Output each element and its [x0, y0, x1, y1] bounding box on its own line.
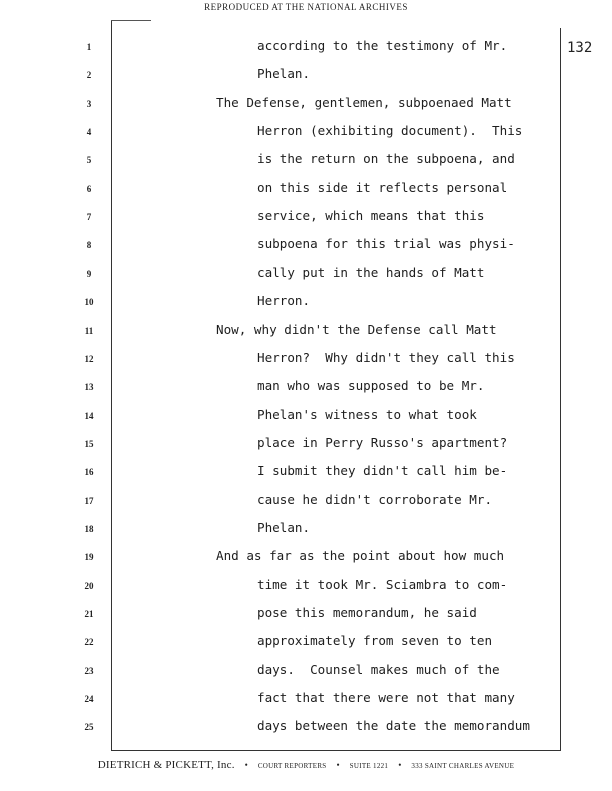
- line-number: 11: [84, 325, 94, 336]
- transcript-line: The Defense, gentlemen, subpoenaed Matt: [216, 94, 512, 110]
- transcript-line: days between the date the memorandum: [257, 718, 530, 734]
- transcript-line: pose this memorandum, he said: [257, 605, 477, 620]
- transcript-line: Herron (exhibiting document). This: [257, 123, 523, 139]
- transcript-line: subpoena for this trial was physi-: [257, 236, 515, 252]
- transcript-line: cally put in the hands of Matt: [257, 264, 485, 280]
- transcript-line: fact that there were not that many: [257, 690, 515, 706]
- page-number: 132: [567, 40, 593, 56]
- transcript-line: man who was supposed to be Mr.: [257, 378, 485, 394]
- transcript-line: place in Perry Russo's apartment?: [257, 434, 508, 450]
- transcript-line: Phelan's witness to what took: [257, 406, 477, 422]
- line-number: 19: [84, 552, 94, 563]
- bullet-separator: •: [336, 760, 340, 770]
- transcript-line: approximately from seven to ten: [257, 633, 493, 649]
- firm-address: 333 SAINT CHARLES AVENUE: [411, 762, 515, 770]
- frame-bottom-rule: [111, 750, 561, 751]
- line-number: 12: [84, 353, 94, 364]
- line-number: 9: [86, 268, 92, 279]
- line-number: 3: [86, 98, 92, 109]
- line-number: 24: [84, 694, 94, 705]
- firm-name: DIETRICH & PICKETT, Inc.: [97, 759, 235, 771]
- transcript-line: according to the testimony of Mr.: [257, 38, 508, 53]
- frame-tick: [560, 680, 561, 710]
- line-number: 17: [84, 495, 94, 506]
- transcript-line: Herron.: [257, 293, 311, 309]
- transcript-line: And as far as the point about how much: [216, 548, 505, 564]
- frame-left-rule: [111, 20, 112, 751]
- line-number: 16: [84, 467, 94, 478]
- line-number: 4: [86, 127, 92, 138]
- frame-right-rule: [560, 28, 561, 750]
- line-number: 10: [84, 297, 94, 308]
- line-number: 7: [86, 212, 92, 223]
- line-number: 14: [84, 410, 94, 421]
- line-number: 25: [84, 722, 94, 733]
- line-number: 13: [84, 382, 94, 393]
- transcript-line: Phelan.: [257, 519, 311, 535]
- line-number: 22: [84, 637, 94, 648]
- transcript-line: service, which means that this: [257, 208, 485, 224]
- transcript-line: cause he didn't corroborate Mr.: [257, 491, 493, 507]
- line-number: 2: [86, 70, 92, 81]
- line-number: 21: [84, 609, 94, 619]
- line-number: 1: [86, 42, 92, 52]
- bullet-separator: •: [398, 760, 402, 770]
- bullet-separator: •: [244, 760, 248, 770]
- transcript-line: days. Counsel makes much of the: [257, 661, 500, 677]
- transcript-line: Herron? Why didn't they call this: [257, 349, 515, 365]
- transcript-line: Now, why didn't the Defense call Matt: [216, 321, 497, 337]
- frame-top-rule: [111, 20, 151, 21]
- firm-service: COURT REPORTERS: [257, 762, 327, 770]
- line-number: 5: [86, 155, 92, 166]
- transcript-line: time it took Mr. Sciambra to com-: [257, 576, 508, 592]
- line-number: 23: [84, 665, 94, 676]
- transcript-line: on this side it reflects personal: [257, 179, 508, 195]
- transcript-line: Phelan.: [257, 66, 311, 82]
- archive-header: REPRODUCED AT THE NATIONAL ARCHIVES: [204, 2, 408, 12]
- line-number: 8: [86, 240, 92, 251]
- firm-suite: SUITE 1221: [349, 762, 389, 770]
- line-number: 20: [84, 580, 94, 591]
- line-number: 18: [84, 523, 94, 534]
- line-number: 15: [84, 438, 94, 449]
- transcript-line: is the return on the subpoena, and: [257, 151, 515, 167]
- line-number: 6: [86, 183, 92, 194]
- reporter-footer: [0, 755, 612, 773]
- transcript-line: I submit they didn't call him be-: [257, 463, 508, 479]
